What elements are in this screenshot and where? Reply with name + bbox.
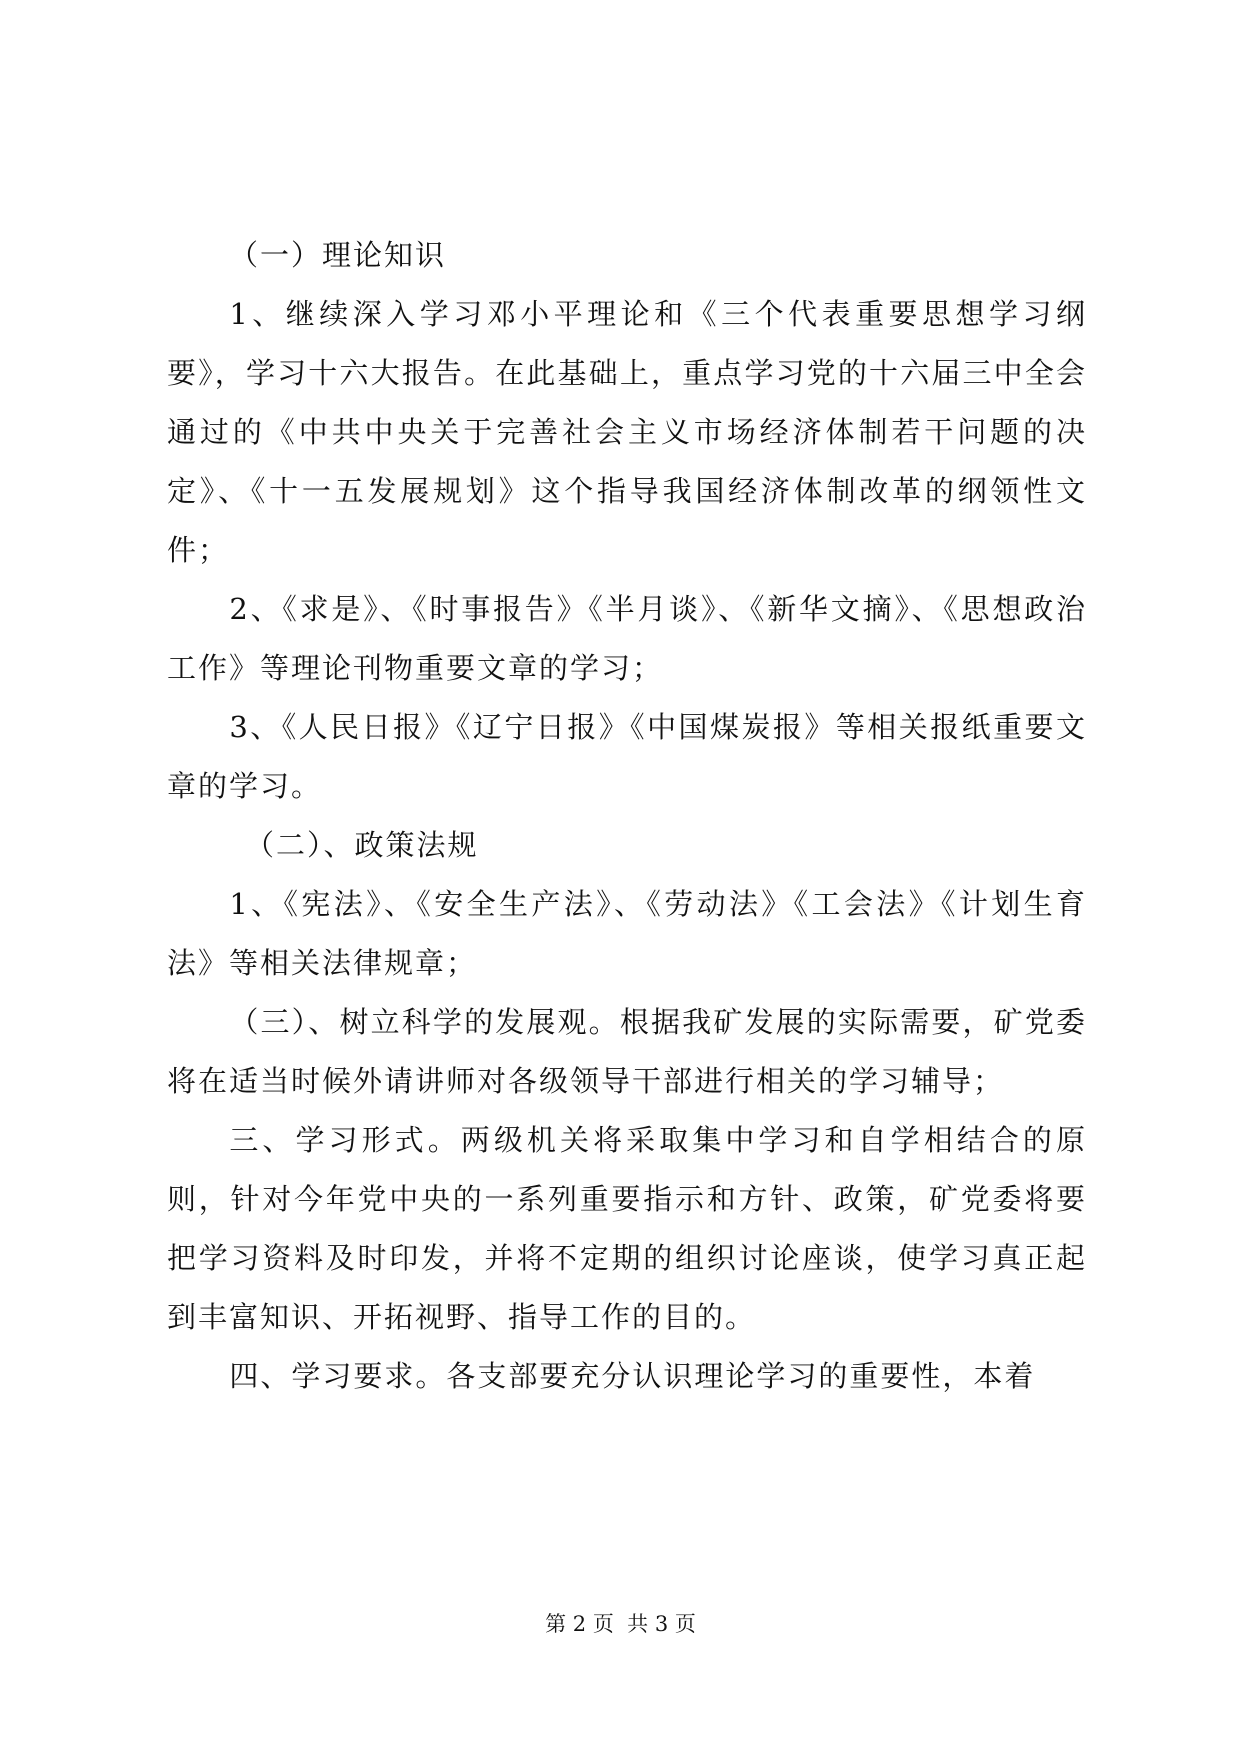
- page-number: 第 2 页 共 3 页: [545, 1612, 696, 1636]
- paragraph-study-requirements: 四、学习要求。各支部要充分认识理论学习的重要性，本着: [229, 1359, 1036, 1393]
- paragraph-policy-item-1: 1、《宪法》、《安全生产法》、《劳动法》《工会法》《计划生育法》等相关法律规章；: [167, 887, 1087, 980]
- document-body: [167, 226, 1087, 1406]
- paragraph-theory-item-3: 3、《人民日报》《辽宁日报》《中国煤炭报》等相关报纸重要文章的学习。: [167, 710, 1087, 803]
- paragraph-theory-item-2: 2、《求是》、《时事报告》《半月谈》、《新华文摘》、《思想政治工作》等理论刊物重要文章的学习；: [167, 592, 1087, 685]
- section-heading-theory: （一）理论知识: [229, 238, 447, 272]
- page-footer: [0, 1608, 1241, 1638]
- paragraph-study-form: 三、学习形式。两级机关将采取集中学习和自学相结合的原则，针对今年党中央的一系列重要指示和方针、政策，矿党委将要把学习资料及时印发，并将不定期的组织讨论座谈，使学习真正起到丰富知识、开拓视野、指导工作的目的。: [167, 1123, 1087, 1334]
- paragraph-development-view: （三）、树立科学的发展观。根据我矿发展的实际需要，矿党委将在适当时候外请讲师对各级领导干部进行相关的学习辅导；: [167, 1005, 1087, 1098]
- paragraph-theory-item-1: 1、继续深入学习邓小平理论和《三个代表重要思想学习纲要》，学习十六大报告。在此基础上，重点学习党的十六届三中全会通过的《中共中央关于完善社会主义市场经济体制若干问题的决定》、《十一五发展规划》这个指导我国经济体制改革的纲领性文件；: [167, 297, 1087, 567]
- section-heading-policy: （二）、政策法规: [245, 828, 479, 862]
